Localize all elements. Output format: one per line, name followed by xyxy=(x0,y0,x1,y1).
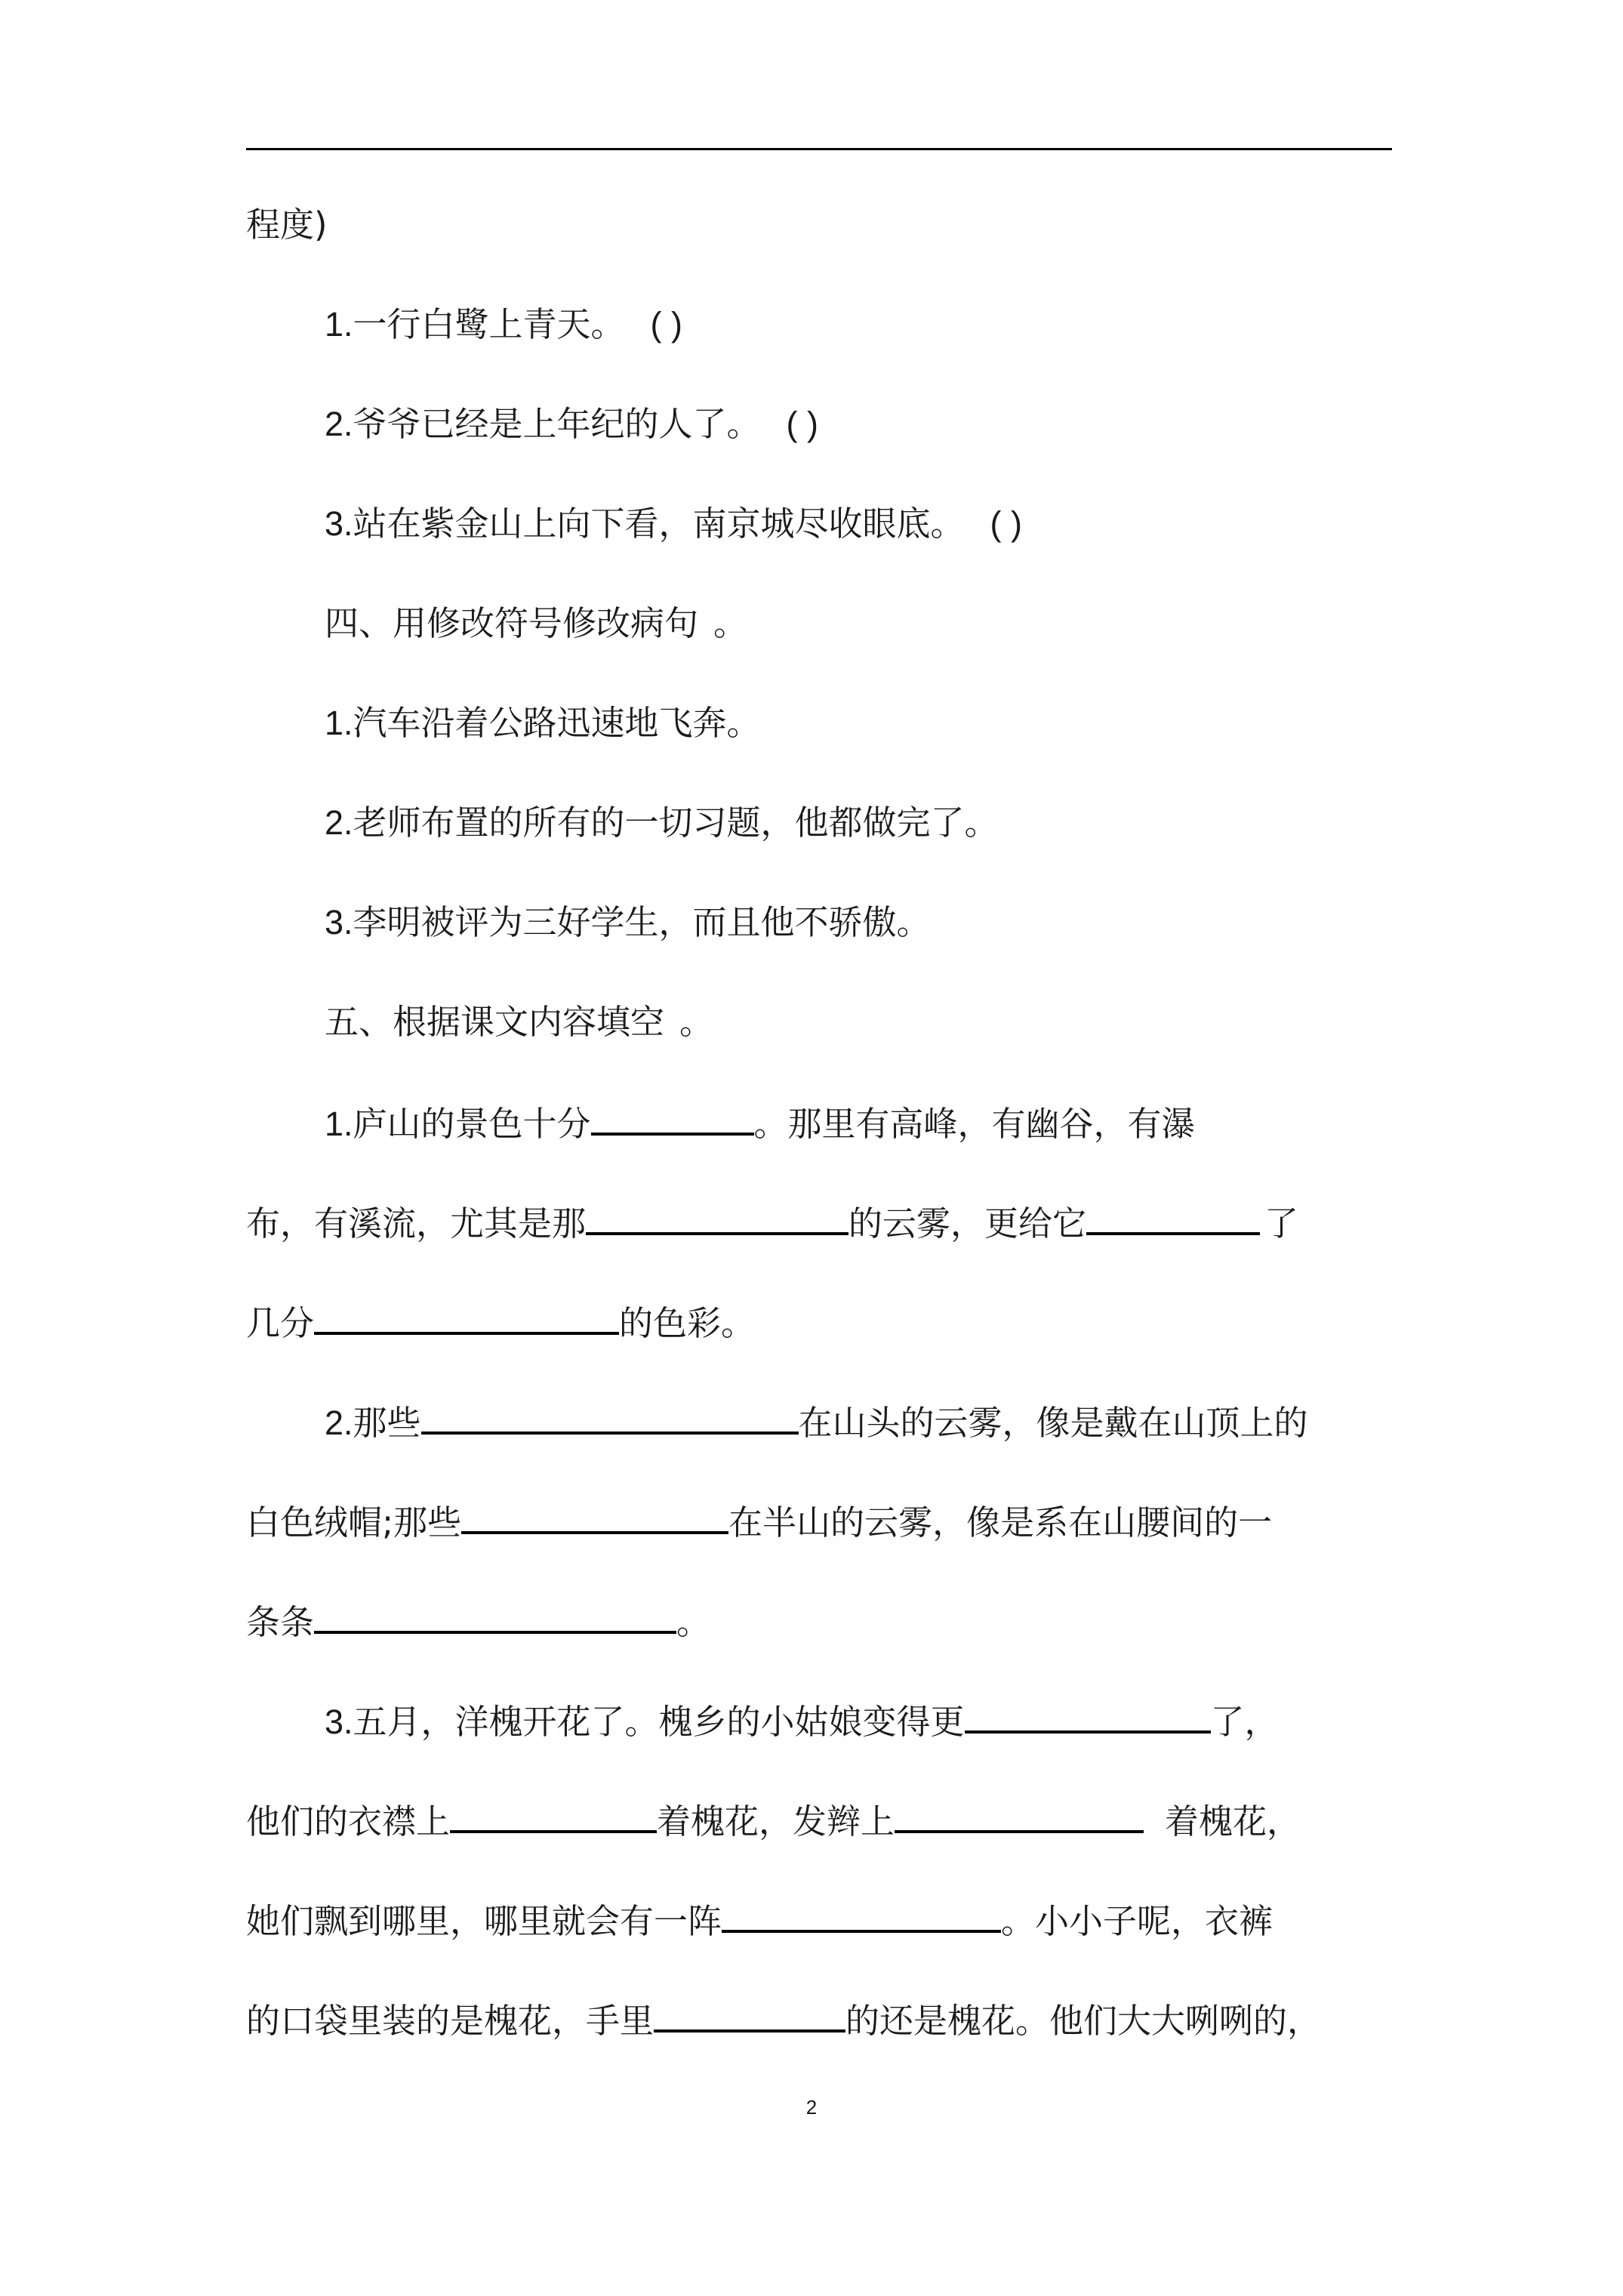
list-item: 2.爷爷已经是上年纪的人了。 ( ) xyxy=(325,402,818,447)
list-item: 3.站在紫金山上向下看，南京城尽收眼底。 ( ) xyxy=(325,501,1022,547)
fill-question-line: 她们飘到哪里，哪里就会有一阵 。小小子呢，衣裤 xyxy=(246,1897,1273,1944)
fill-question-line: 几分 的色彩。 xyxy=(246,1299,755,1346)
list-item: 1.一行白鹭上青天。 ( ) xyxy=(325,302,682,347)
answer-blank[interactable] xyxy=(450,1797,657,1833)
answer-blank[interactable] xyxy=(314,1598,676,1634)
answer-blank[interactable] xyxy=(591,1099,754,1136)
continuation-text: 程度) xyxy=(246,205,328,245)
fill-question-line: 白色绒帽;那些 在半山的云雾，像是系在山腰间的一 xyxy=(246,1498,1272,1546)
answer-parens: ( ) xyxy=(990,504,1023,543)
fill-question-line: 3.五月，洋槐开花了。槐乡的小姑娘变得更 了， xyxy=(325,1697,1279,1745)
answer-parens: ( ) xyxy=(786,405,819,443)
list-item: 3.李明被评为三好学生，而且他不骄傲。 xyxy=(325,902,931,942)
answer-parens: ( ) xyxy=(650,305,683,344)
header-rule xyxy=(246,148,1392,150)
fill-question-line: 他们的衣襟上 着槐花，发辫上 着槐花， xyxy=(246,1797,1301,1845)
answer-blank[interactable] xyxy=(895,1797,1144,1833)
answer-blank[interactable] xyxy=(965,1697,1211,1734)
section-heading: 四、用修改符号修改病句 。 xyxy=(325,603,748,643)
fill-question-line: 的口袋里装的是槐花，手里 的还是槐花。他们大大咧咧的， xyxy=(246,1996,1321,2044)
fill-question-line: 布，有溪流，尤其是那 的云雾，更给它 了 xyxy=(246,1199,1298,1247)
section-heading: 五、根据课文内容填空 。 xyxy=(325,1002,714,1042)
answer-blank[interactable] xyxy=(461,1498,728,1534)
list-item: 1.汽车沿着公路迅速地飞奔。 xyxy=(325,703,761,743)
list-item: 2.老师布置的所有的一切习题，他都做完了。 xyxy=(325,803,999,843)
answer-blank[interactable] xyxy=(722,1897,1001,1933)
answer-blank[interactable] xyxy=(586,1199,848,1235)
answer-blank[interactable] xyxy=(314,1299,619,1335)
fill-question-line: 2.那些 在山头的云雾，像是戴在山顶上的 xyxy=(325,1398,1308,1446)
page-number: 2 xyxy=(805,2096,818,2119)
fill-question-line: 条条 。 xyxy=(246,1598,710,1645)
answer-blank[interactable] xyxy=(1086,1199,1260,1235)
answer-blank[interactable] xyxy=(654,1996,845,2032)
answer-blank[interactable] xyxy=(421,1398,799,1435)
fill-question-line: 1.庐山的景色十分 。那里有高峰，有幽谷，有瀑 xyxy=(325,1099,1196,1147)
